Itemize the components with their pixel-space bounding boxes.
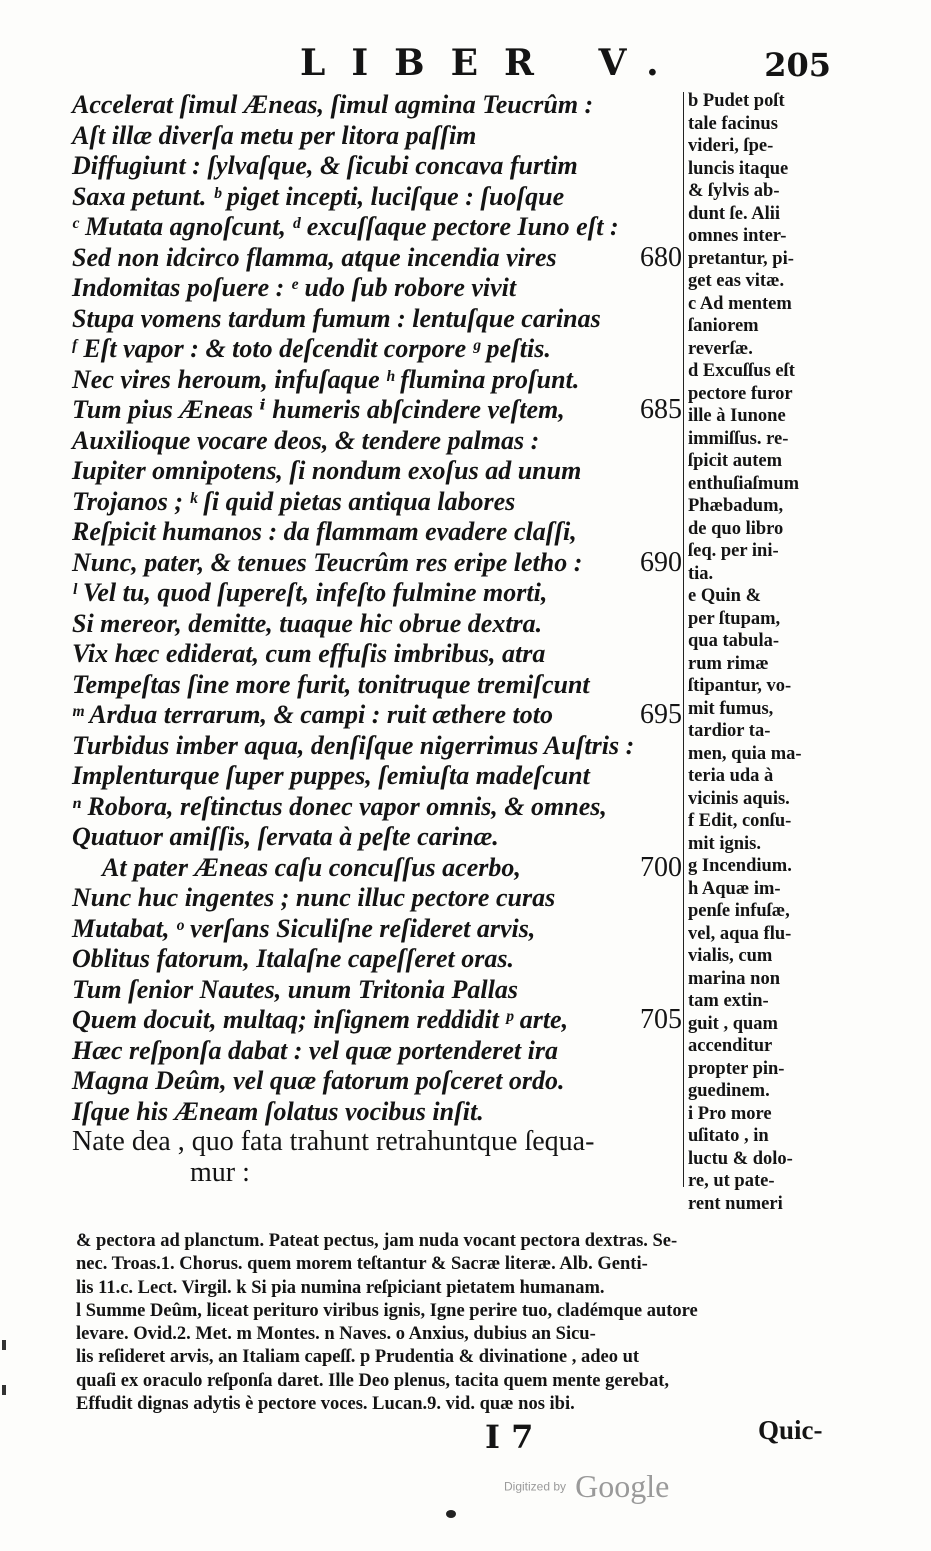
- verse-line: [72, 1005, 682, 1036]
- gloss-line: marina non: [688, 968, 781, 989]
- gloss-line: vel, aqua flu-: [688, 923, 792, 944]
- verse-line: [72, 273, 682, 304]
- page-number: 205: [764, 46, 831, 84]
- verse-line: [72, 121, 682, 152]
- gloss-line: pectore furor: [688, 383, 793, 404]
- gloss-line: tia.: [688, 563, 714, 584]
- verse-line-text: Saxa petunt. ᵇ piget incepti, luciſque : ſuoſque: [72, 181, 565, 211]
- gloss-line: c Ad mentem: [688, 293, 792, 314]
- gloss-line: luncis itaque: [688, 158, 789, 179]
- gloss-line: accenditur: [688, 1036, 773, 1056]
- verse-line: [72, 334, 682, 365]
- verse-line-text: Quatuor amiſſis, ſervata à peſte carinæ.: [72, 822, 499, 851]
- ink-blot: [446, 1510, 456, 1518]
- gloss-line: immiſſus. re-: [688, 428, 789, 449]
- gloss-line: get eas vitæ.: [688, 271, 785, 291]
- verse-line-text: Indomitas poſuere : ᵉ udo ſub robore vivit: [72, 273, 517, 302]
- verse-line: [72, 883, 682, 914]
- gloss-line: tardior ta-: [688, 721, 771, 741]
- margin-mark: [2, 1340, 6, 1350]
- verse-line: [72, 853, 682, 884]
- verse-line: [72, 1127, 682, 1158]
- gloss-line: rum rimæ: [688, 653, 769, 674]
- verse-line: [72, 548, 682, 579]
- verse-line-text: Oblitus fatorum, Italaſne capeſſeret oras.: [72, 944, 514, 973]
- verse-line-text: Stupa vomens tardum fumum : lentuſque carinas: [72, 303, 601, 333]
- line-number: 700: [640, 851, 682, 883]
- verse-line: [72, 639, 682, 670]
- verse-line-text: Iupiter omnipotens, ſi nondum exoſus ad unum: [72, 456, 582, 485]
- gloss-line: e Quin &: [688, 586, 761, 606]
- gloss-line: vialis, cum: [688, 946, 773, 966]
- footnote-line: l Summe Deûm, liceat perituro viribus ignis, Igne perire tuo, cladémque autore: [76, 1300, 698, 1321]
- verse-line: [72, 90, 682, 121]
- verse-line: [72, 426, 682, 457]
- page-header: [0, 42, 931, 92]
- gloss-line: rent numeri: [688, 1193, 783, 1214]
- footnote-line: & pectora ad planctum. Pateat pectus, jam nuda vocant pectora dextras. Se-: [76, 1231, 678, 1251]
- verse-line-text: Turbidus imber aqua, denſiſque nigerrimus Auſtris :: [72, 730, 635, 760]
- gloss-line: guit , quam: [688, 1013, 778, 1034]
- verse-line-text: Tempeſtas ſine more furit, tonitruque tremiſcunt: [72, 669, 590, 699]
- gloss-line: mit ignis.: [688, 833, 761, 854]
- verse-line: [72, 395, 682, 426]
- verse-line-text: Nunc huc ingentes ; nunc illuc pectore curas: [72, 883, 556, 912]
- signature-mark: I 7: [485, 1418, 534, 1456]
- gloss-line: b Pudet poſt: [688, 91, 785, 111]
- gloss-line: ſeq. per ini-: [688, 541, 779, 561]
- verse-line-text: Nec vires heroum, infuſaque ʰ flumina proſunt.: [72, 364, 580, 394]
- gloss-line: guedinem.: [688, 1081, 770, 1101]
- verse-line-text: Aſt illæ diverſa metu per litora paſſim: [72, 120, 477, 150]
- verse-line: [72, 975, 682, 1006]
- footnotes: [76, 1230, 841, 1416]
- verse-line: [72, 670, 682, 701]
- verse-line: [72, 700, 682, 731]
- verse-line-text: Hæc reſponſa dabat : vel quæ portenderet ira: [72, 1035, 559, 1065]
- gloss-line: teria uda à: [688, 766, 774, 786]
- verse-line: [72, 304, 682, 335]
- verse-line: [72, 761, 682, 792]
- verse-line-text: Auxilioque vocare deos, & tendere palmas :: [72, 425, 540, 455]
- verse-line: [72, 1158, 682, 1189]
- verse-line: [72, 456, 682, 487]
- margin-mark: [2, 1385, 6, 1395]
- gloss-line: ſtipantur, vo-: [688, 676, 792, 696]
- digitized-watermark: [504, 1468, 669, 1505]
- verse-line: [72, 1036, 682, 1067]
- verse-line-text: ᶜ Mutata agnoſcunt, ᵈ excuſſaque pectore Iuno eſt :: [72, 212, 619, 241]
- verse-line: [72, 243, 682, 274]
- verse-line-text: Accelerat ſimul Æneas, ſimul agmina Teucrûm :: [72, 90, 594, 119]
- verse-line-text: Vix hæc ediderat, cum effuſis imbribus, atra: [72, 639, 546, 668]
- gloss-line: d Excuſſus eſt: [688, 361, 795, 381]
- verse-line-text: ⁿ Robora, reſtinctus donec vapor omnis, & omnes,: [72, 791, 607, 821]
- gloss-line: luctu & dolo-: [688, 1148, 793, 1169]
- gloss-line: tale facinus: [688, 113, 778, 134]
- verse-line: [72, 1066, 682, 1097]
- gloss-line: pretantur, pi-: [688, 248, 794, 269]
- gloss-line: enthuſiaſmum: [688, 473, 800, 494]
- running-title: LIBER V.: [300, 42, 685, 84]
- verse-line-text: Sed non idcirco flamma, atque incendia vires: [72, 242, 557, 272]
- verse-line-text: Implenturque ſuper puppes, ſemiuſta madeſcunt: [72, 761, 590, 790]
- gloss-divider: [683, 92, 684, 1187]
- gloss-line: re, ut pate-: [688, 1171, 775, 1191]
- verse-line: [72, 212, 682, 243]
- gloss-line: per ſtupam,: [688, 608, 781, 629]
- verse-line: [72, 151, 682, 182]
- verse-line: [72, 944, 682, 975]
- line-number: 695: [640, 699, 682, 730]
- footnote-line: Effudit dignas adytis è pectore voces. Lucan.9. vid. quæ nos ibi.: [76, 1394, 575, 1415]
- verse-line-text: ᶠ Eſt vapor : & toto deſcendit corpore ᵍ peſtis.: [72, 334, 551, 363]
- verse-line-text: Mutabat, ᵒ verſans Siculiſne reſideret arvis,: [72, 913, 536, 943]
- verse-line-text: Trojanos ; ᵏ ſi quid pietas antiqua labores: [72, 486, 516, 516]
- verse-line-text: Nate dea , quo fata trahunt retrahuntque ſequa-: [72, 1126, 595, 1157]
- verse-line: [72, 822, 682, 853]
- gloss-line: i Pro more: [688, 1103, 772, 1124]
- gloss-line: ſpicit autem: [688, 451, 783, 471]
- footnote-line: quaſi ex oraculo reſponſa daret. Ille Deo plenus, tacita quem mente gerebat,: [76, 1370, 669, 1391]
- gloss-line: & ſylvis ab-: [688, 181, 780, 201]
- gloss-line: videri, ſpe-: [688, 136, 774, 156]
- gloss-line: mit fumus,: [688, 698, 774, 719]
- verse-line: [72, 792, 682, 823]
- gloss-line: propter pin-: [688, 1058, 785, 1079]
- verse-line-text: Tum pius Æneas ⁱ humeris abſcindere veſtem,: [72, 395, 565, 424]
- verse-line: [72, 1097, 682, 1128]
- verse-line: [72, 365, 682, 396]
- gloss-line: dunt ſe. Alii: [688, 203, 781, 224]
- line-number: 685: [640, 394, 682, 425]
- verse-line-text: mur :: [190, 1156, 250, 1188]
- gloss-line: qua tabula-: [688, 631, 779, 651]
- footnote-line: levare. Ovid.2. Met. m Montes. n Naves. o Anxius, dubius an Sicu-: [76, 1324, 596, 1345]
- verse-text: [72, 90, 682, 1188]
- verse-line-text: Nunc, pater, & tenues Teucrûm res eripe letho :: [72, 547, 583, 577]
- verse-line: [72, 731, 682, 762]
- line-number: 705: [640, 1004, 682, 1035]
- marginal-gloss: [688, 90, 838, 1215]
- footnote-line: lis 11.c. Lect. Virgil. k Si pia numina reſpiciant pietatem humanam.: [76, 1277, 605, 1298]
- gloss-line: g Incendium.: [688, 856, 792, 876]
- gloss-line: vicinis aquis.: [688, 788, 790, 809]
- verse-line-text: Iſque his Æneam ſolatus vocibus inſit.: [72, 1096, 484, 1126]
- verse-line-text: Reſpicit humanos : da flammam evadere claſſi,: [72, 517, 577, 546]
- verse-line-text: Quem docuit, multaq; inſignem reddidit ᵖ arte,: [72, 1005, 569, 1034]
- catchword: Quic-: [758, 1415, 823, 1445]
- gloss-line: ſaniorem: [688, 316, 759, 336]
- verse-line-text: At pater Æneas caſu concuſſus acerbo,: [102, 852, 521, 882]
- gloss-line: tam extin-: [688, 991, 769, 1011]
- verse-line-text: Tum ſenior Nautes, unum Tritonia Pallas: [72, 974, 518, 1004]
- gloss-line: Phæbadum,: [688, 496, 784, 516]
- line-number: 690: [640, 546, 682, 578]
- verse-line-text: Si mereor, demitte, tuaque hic obrue dextra.: [72, 608, 543, 638]
- gloss-line: ille à Iunone: [688, 406, 786, 426]
- gloss-line: uſitato , in: [688, 1126, 769, 1146]
- verse-line-text: ˡ Vel tu, quod ſupereſt, infeſto fulmine morti,: [72, 578, 548, 607]
- gloss-line: men, quia ma-: [688, 743, 802, 764]
- footnote-line: nec. Troas.1. Chorus. quem morem teſtantur & Sacræ literæ. Alb. Genti-: [76, 1254, 648, 1275]
- watermark-brand: Google: [575, 1468, 670, 1504]
- gloss-line: f Edit, conſu-: [688, 811, 792, 831]
- verse-line-text: Diffugiunt : ſylvaſque, & ſicubi concava furtim: [72, 151, 578, 180]
- verse-line-text: ᵐ Ardua terrarum, & campi : ruit æthere toto: [72, 700, 553, 729]
- verse-line: [72, 578, 682, 609]
- verse-line: [72, 914, 682, 945]
- gloss-line: reverſæ.: [688, 338, 753, 359]
- watermark-prefix: Digitized by: [504, 1479, 567, 1494]
- gloss-line: h Aquæ im-: [688, 878, 781, 899]
- verse-line: [72, 609, 682, 640]
- gloss-line: omnes inter-: [688, 226, 787, 246]
- footnote-line: lis reſideret arvis, an Italiam capeſſ. p Prudentia & divinatione , adeo ut: [76, 1347, 640, 1368]
- verse-line: [72, 182, 682, 213]
- verse-line-text: Magna Deûm, vel quæ fatorum poſceret ordo.: [72, 1066, 565, 1095]
- line-number: 680: [640, 241, 682, 273]
- gloss-line: de quo libro: [688, 518, 784, 539]
- verse-line: [72, 517, 682, 548]
- verse-line: [72, 487, 682, 518]
- gloss-line: penſe infuſæ,: [688, 901, 790, 921]
